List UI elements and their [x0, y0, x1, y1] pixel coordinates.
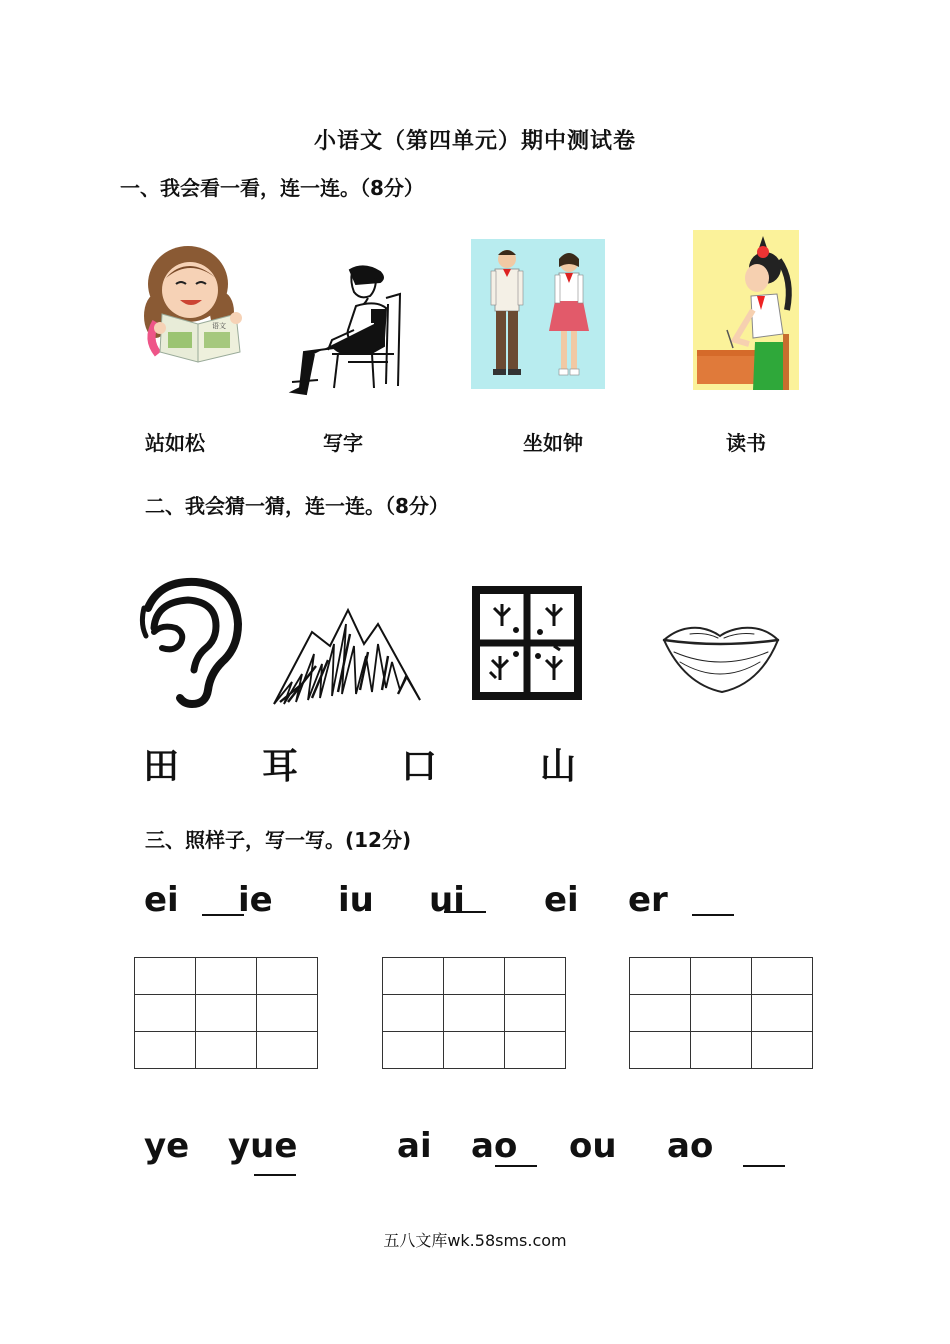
- writing-grid[interactable]: [382, 957, 566, 1069]
- answer-blank[interactable]: [254, 1174, 296, 1176]
- char-er: 耳: [262, 746, 299, 787]
- pinyin-yue: yue: [228, 1126, 298, 1166]
- answer-blank[interactable]: [495, 1165, 537, 1167]
- pinyin-ao-2: ao: [667, 1126, 714, 1166]
- answer-blank[interactable]: [692, 914, 734, 916]
- writing-grid[interactable]: [134, 957, 318, 1069]
- mountain-picture: [272, 604, 422, 708]
- field-picture: [472, 586, 582, 700]
- char-tian: 田: [143, 746, 180, 787]
- standing-children-picture: [471, 239, 605, 389]
- answer-blank[interactable]: [743, 1165, 785, 1167]
- page-title: 小语文（第四单元）期中测试卷: [313, 128, 636, 154]
- pinyin-ui: ui: [429, 880, 465, 920]
- mouth-picture: [660, 622, 782, 700]
- reading-girl-picture: [136, 244, 248, 364]
- label-xie-zi: 写字: [323, 431, 363, 455]
- pinyin-ai: ai: [397, 1126, 432, 1166]
- section2-heading: 二、我会猜一猜，连一连。（8分）: [145, 494, 449, 518]
- char-shan: 山: [540, 746, 577, 787]
- section1-heading: 一、我会看一看，连一连。（8分）: [120, 176, 424, 200]
- label-du-shu: 读书: [726, 431, 766, 455]
- pinyin-iu: iu: [338, 880, 374, 920]
- writing-girl-picture: [693, 230, 799, 390]
- char-kou: 口: [401, 746, 438, 787]
- pinyin-ei-1: ei: [144, 880, 179, 920]
- pinyin-ye: ye: [144, 1126, 190, 1166]
- sitting-boy-picture: [288, 258, 406, 390]
- svg-text:语文: 语文: [212, 322, 226, 330]
- label-zhan-ru-song: 站如松: [145, 431, 205, 455]
- footer-source: 五八文库wk.58sms.com: [383, 1231, 567, 1250]
- ear-picture: [140, 578, 244, 708]
- pinyin-ao-1: ao: [471, 1126, 518, 1166]
- pinyin-ou: ou: [569, 1126, 617, 1166]
- section3-heading: 三、照样子，写一写。(12分): [145, 828, 412, 852]
- writing-grid[interactable]: [629, 957, 813, 1069]
- label-zuo-ru-zhong: 坐如钟: [523, 431, 583, 455]
- pinyin-ei-2: ei: [544, 880, 579, 920]
- answer-blank[interactable]: [444, 911, 486, 913]
- pinyin-ie: ie: [238, 880, 273, 920]
- pinyin-er: er: [628, 880, 668, 920]
